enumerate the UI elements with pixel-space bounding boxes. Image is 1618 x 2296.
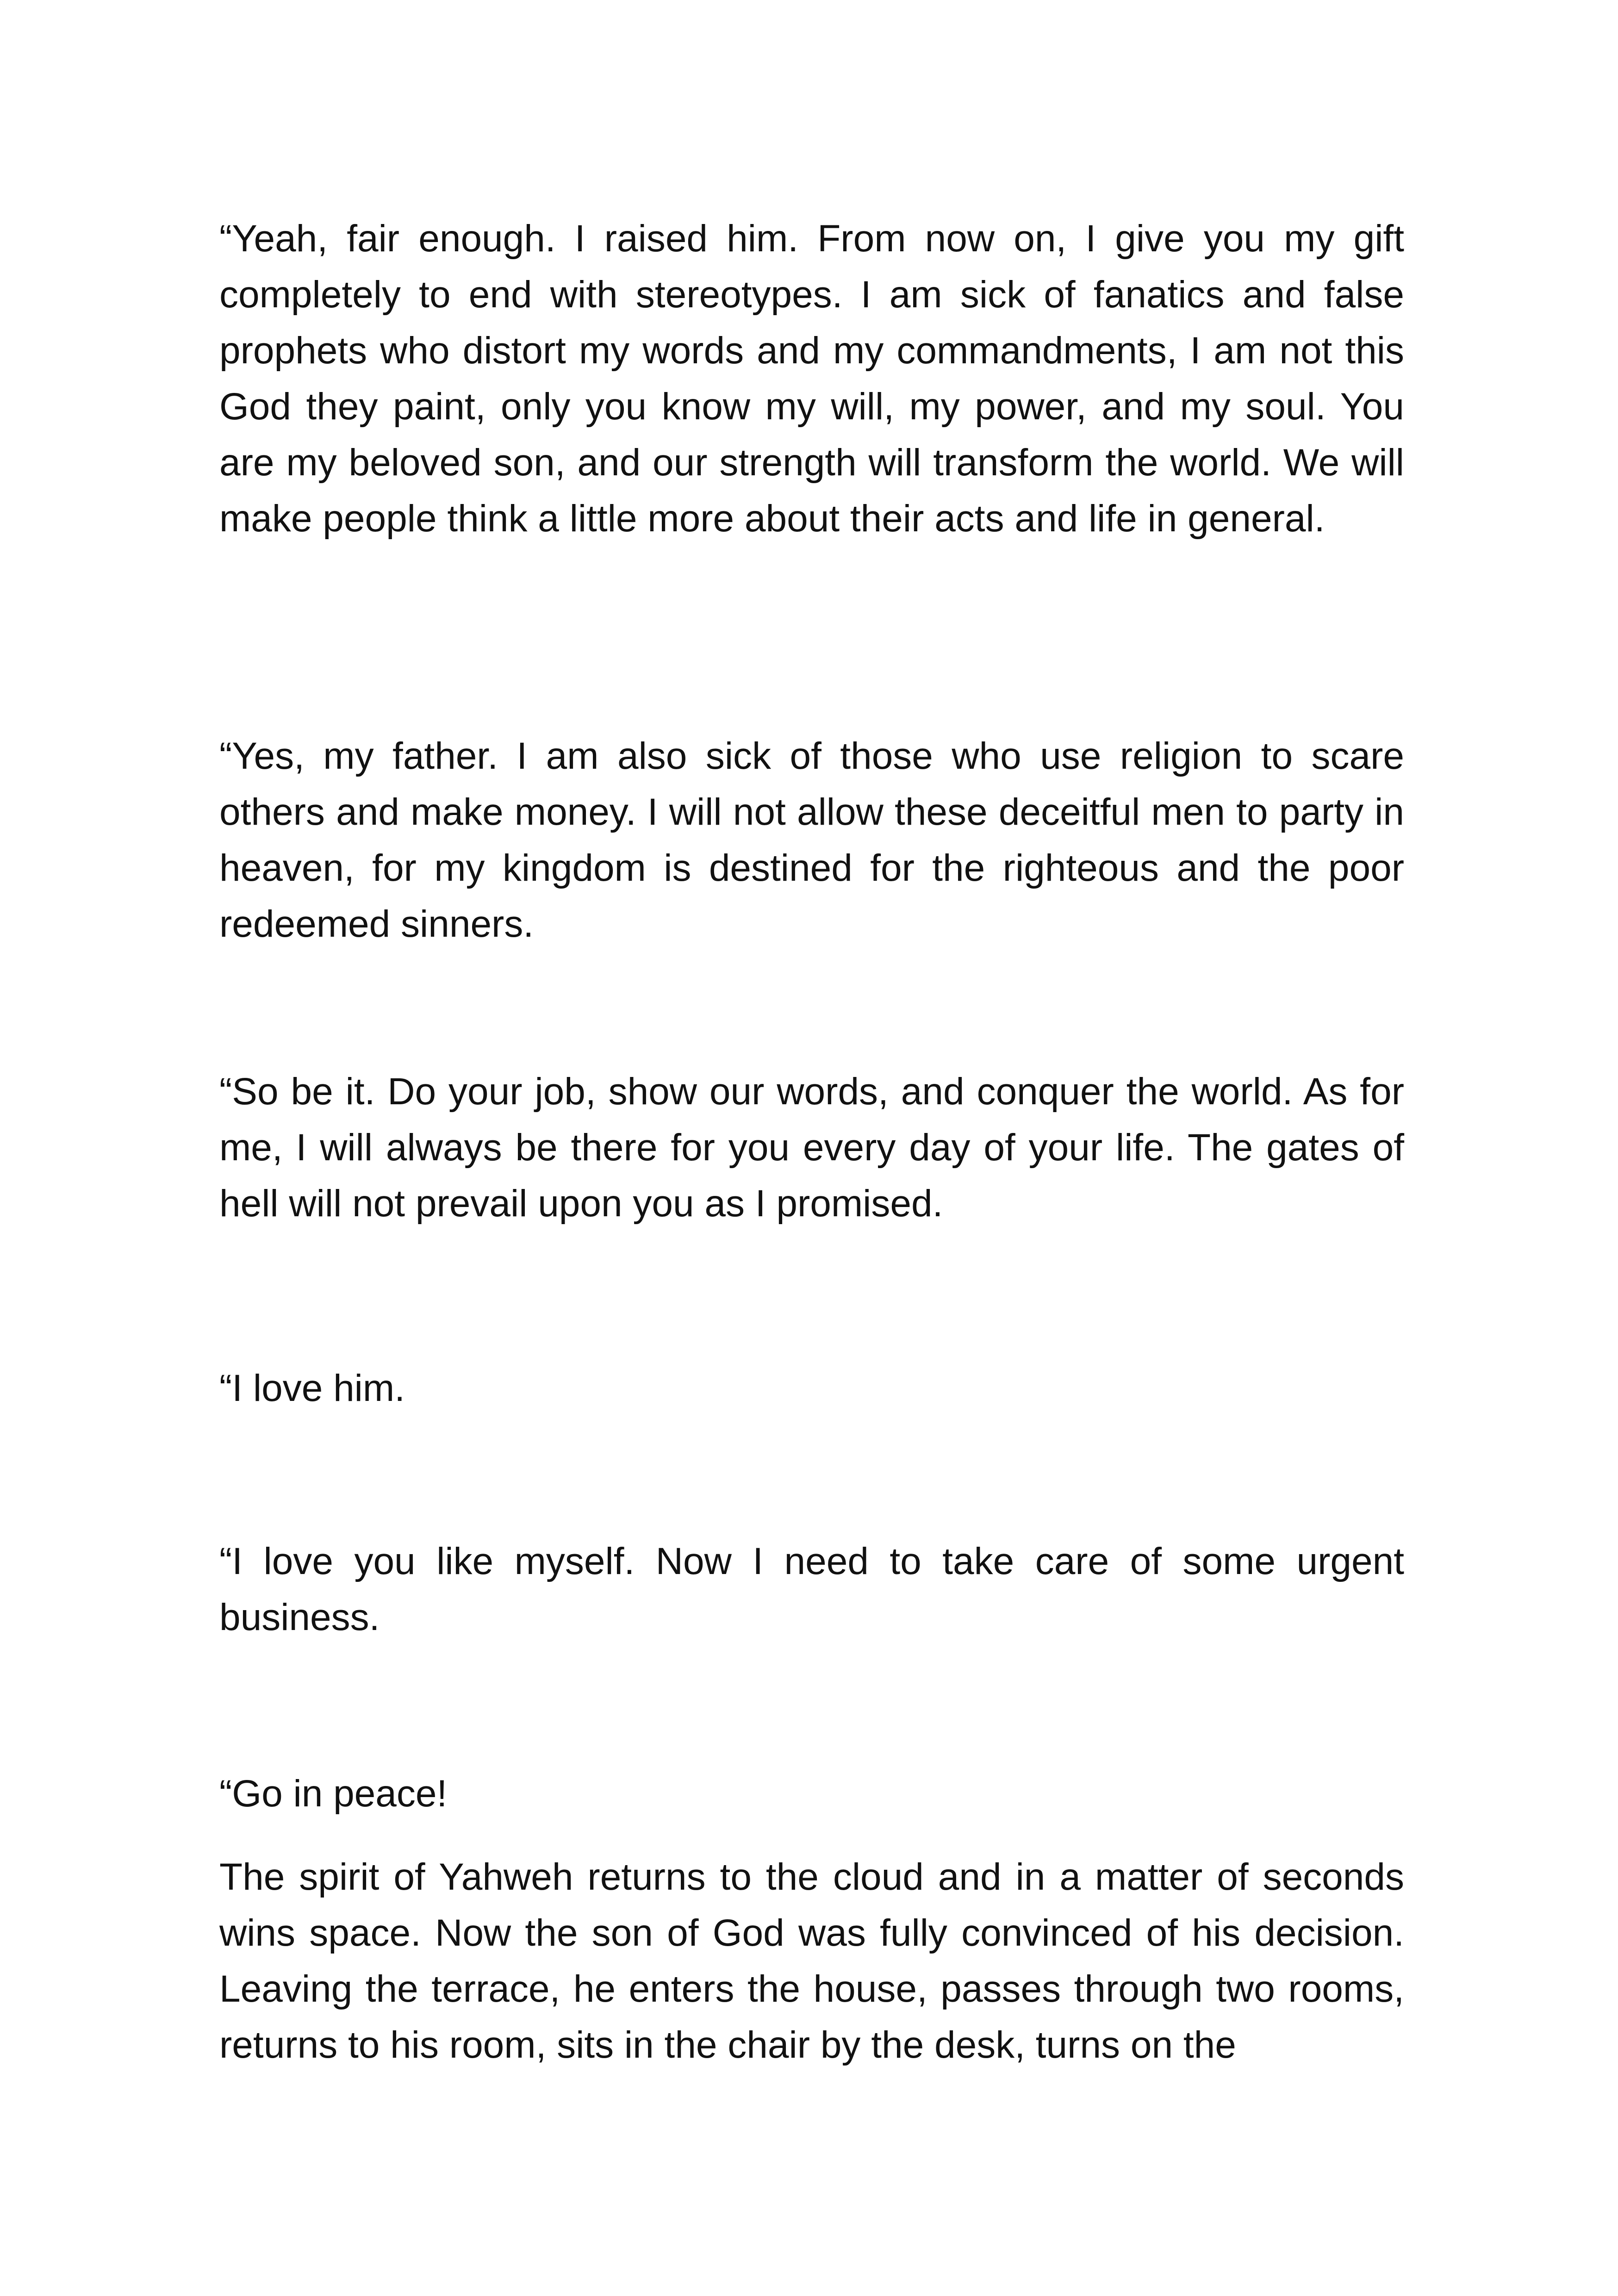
paragraph-2: “Yes, my father. I am also sick of those who use religion to scare others and make money. I will not allow these deceitful men to party in heaven, for my kingdom is destined for the righteous and the poor redeemed sinners. — [219, 735, 1404, 945]
paragraph-6: “Go in peace! — [219, 1773, 448, 1815]
paragraph-5: “I love you like myself. Now I need to take care of some urgent business. — [219, 1540, 1404, 1638]
paragraph-7: The spirit of Yahweh returns to the cloud and in a matter of seconds wins space. Now the son of God was fully convinced of his decision. Leaving the terrace, he enters the house, passes through two rooms, returns to his room, sits in the chair by the desk, turns on the — [219, 1856, 1404, 2066]
paragraph-1: “Yeah, fair enough. I raised him. From now on, I give you my gift completely to end with stereotypes. I am sick of fanatics and false prophets who distort my words and my commandments, I am not this God they paint, only you know my will, my power, and my soul. You are my beloved son, and our strength will transform the world. We will make people think a little more about their acts and life in general. — [219, 218, 1404, 540]
paragraph-4: “I love him. — [219, 1367, 405, 1409]
paragraph-3: “So be it. Do your job, show our words, and conquer the world. As for me, I will always be there for you every day of your life. The gates of hell will not prevail upon you as I promised. — [219, 1070, 1404, 1225]
